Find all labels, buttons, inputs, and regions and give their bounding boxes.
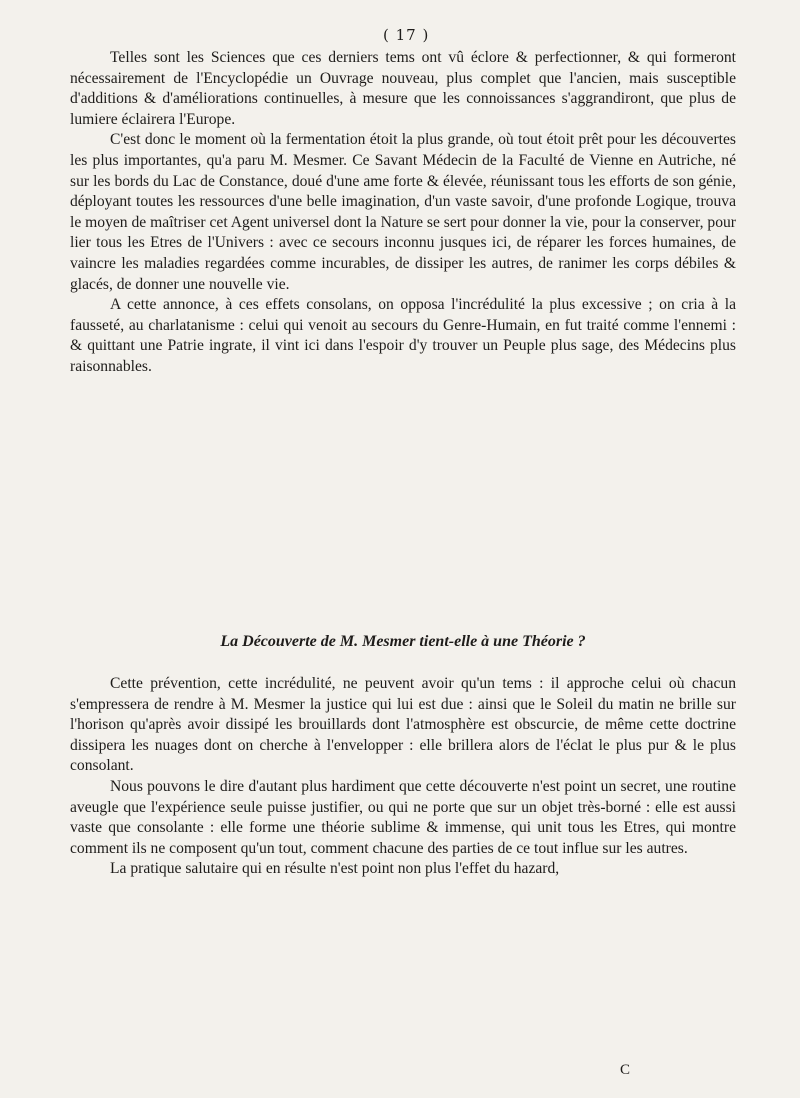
paragraph: C'est donc le moment où la fermentation étoit la plus grande, où tout étoit prêt pour les découvertes les plus importantes, qu'a paru M. Mesmer. Ce Savant Médecin de la Faculté de Vienne en Autriche, né sur les bords du Lac de Constance, doué d'une ame forte & élevée, réunissant tous les efforts de son génie, déployant toutes les ressources d'une belle imagination, d'un vaste savoir, d'une profonde Logique, trouva le moyen de maîtriser cet Agent universel dont la Nature se sert pour donner la vie, pour la conserver, pour lier tous les Etres de l'Univers : avec ce secours inconnu jusques ici, de réparer les forces humaines, de vaincre les maladies regardées comme incurables, de dissiper les autres, de ranimer les corps débiles & glacés, de donner une nouvelle vie. bbox=[70, 131, 736, 293]
paragraph: La pratique salutaire qui en résulte n'est point non plus l'effet du hazard, bbox=[110, 860, 560, 878]
paragraph: A cette annonce, à ces effets consolans, on opposa l'incrédulité la plus excessive ; on cria à la fausseté, au charlatanisme : celui qui venoit au secours du Genre-Humain, en fut traité comme l'ennemi : & quittant une Patrie ingrate, il vint ici dans l'espoir d'y trouver un Peuple plus sage, des Médecins plus raisonnables. bbox=[70, 296, 736, 375]
text-block-1 bbox=[70, 48, 736, 378]
page-number: ( 17 ) bbox=[383, 26, 430, 44]
section-heading: La Découverte de M. Mesmer tient-elle à une Théorie ? bbox=[220, 633, 586, 650]
paragraph: Cette prévention, cette incrédulité, ne peuvent avoir qu'un tems : il approche celui où chacun s'empressera de rendre à M. Mesmer la justice qui lui est due : ainsi que le Soleil du matin ne brille sur l'horison qu'après avoir dissipé les brouillards dont l'atmosphère est obscurcie, de même cette doctrine dissipera les nuages dont on cherche à l'envelopper : elle brillera alors de l'éclat le plus pur & le plus consolant. bbox=[70, 675, 736, 775]
signature-mark: C bbox=[620, 1062, 631, 1078]
paragraph: Nous pouvons le dire d'autant plus hardiment que cette découverte n'est point un secret, une routine aveugle que l'expérience seule puisse justifier, ou qui ne porte que sur un objet très-borné : elle est aussi vaste que consolante : elle forme une théorie sublime & immense, qui unit tous les Etres, qui montre comment ils ne composent qu'un tout, comment chacune des parties de ce tout influe sur les autres. bbox=[70, 777, 736, 857]
text-block-2 bbox=[70, 674, 736, 880]
paragraph: Telles sont les Sciences que ces derniers tems ont vû éclore & perfectionner, & qui formeront nécessairement de l'Encyclopédie un Ouvrage nouveau, plus complet que l'ancien, mais susceptible d'additions & d'améliorations continuelles, à mesure que les connoissances s'aggrandiront, que plus de lumiere éclairera l'Europe. bbox=[70, 49, 736, 128]
